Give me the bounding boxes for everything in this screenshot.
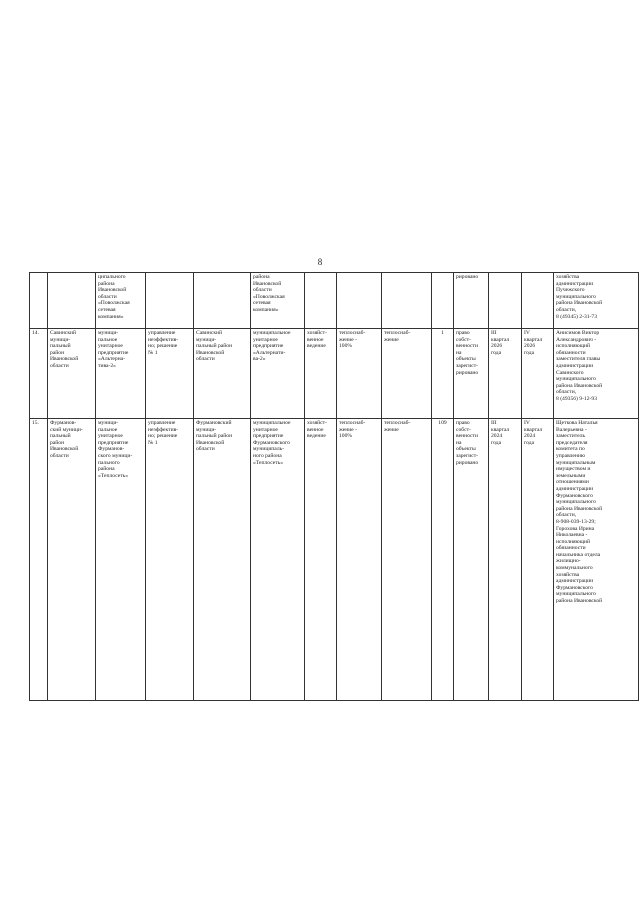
cell-location: Савинский муници- пальный район Ивановской области bbox=[194, 329, 251, 419]
cell-end bbox=[522, 273, 554, 329]
cell-owner-org: муници- пальное унитарное предприятие «Альтерна- тива-2» bbox=[96, 329, 146, 419]
cell-start: III квартал 2026 года bbox=[489, 329, 522, 419]
cell-right: право собст- венности на объекты зарегист- рировано bbox=[454, 329, 489, 419]
cell-owner-org: ципального района Ивановской области «Поволжская сетевая компания» bbox=[96, 273, 146, 329]
cell-contact: Анисимов Виктор Александрович - исполняющий обязанности заместителя главы администрации Савинского муниципального района Ивановской области, 8 (49356) 9-12-93 bbox=[554, 329, 639, 419]
cell-count bbox=[432, 273, 454, 329]
cell-num bbox=[30, 273, 48, 329]
table-row bbox=[30, 419, 639, 701]
cell-location: Фурмановский муници- пальный район Ивановской области bbox=[194, 419, 251, 701]
cell-fuel-type: теплоснаб- жение bbox=[382, 419, 432, 701]
table-row bbox=[30, 273, 639, 329]
cell-municipality bbox=[48, 273, 96, 329]
cell-fuel-type: теплоснаб- жение bbox=[382, 329, 432, 419]
cell-operator: муниципальное унитарное предприятие Фурмановского муниципаль- ного района «Теплосеть» bbox=[251, 419, 305, 701]
cell-supply-type bbox=[337, 273, 382, 329]
cell-owner-org: муници- пальное унитарное предприятие Фурманов- ского муници- пального района «Теплосеть» bbox=[96, 419, 146, 701]
cell-operator: района Ивановской области «Поволжская сетевая компания» bbox=[251, 273, 305, 329]
page-number: 8 bbox=[317, 257, 323, 267]
cell-supply-type: теплоснаб- жение - 100% bbox=[337, 419, 382, 701]
cell-reason: управление неэффектив- но; решение № 1 bbox=[146, 329, 194, 419]
cell-right: рировано bbox=[454, 273, 489, 329]
cell-municipality: Савинский муници- пальный район Ивановской области bbox=[48, 329, 96, 419]
data-table bbox=[29, 272, 639, 701]
cell-activity: хозяйст- венное ведение bbox=[305, 419, 337, 701]
cell-num: 15. bbox=[30, 419, 48, 701]
cell-num: 14. bbox=[30, 329, 48, 419]
cell-start bbox=[489, 273, 522, 329]
table-row bbox=[30, 329, 639, 419]
cell-reason: управление неэффектив- но; решение № 1 bbox=[146, 419, 194, 701]
cell-reason bbox=[146, 273, 194, 329]
cell-fuel-type bbox=[382, 273, 432, 329]
cell-count: 109 bbox=[432, 419, 454, 701]
cell-end: IV квартал 2026 года bbox=[522, 329, 554, 419]
cell-supply-type: теплоснаб- жение - 100% bbox=[337, 329, 382, 419]
cell-location bbox=[194, 273, 251, 329]
cell-end: IV квартал 2024 года bbox=[522, 419, 554, 701]
cell-activity bbox=[305, 273, 337, 329]
cell-count: 1 bbox=[432, 329, 454, 419]
cell-right: право собст- венности на объекты зарегист- рировано bbox=[454, 419, 489, 701]
cell-activity: хозяйст- венное ведение bbox=[305, 329, 337, 419]
cell-start: III квартал 2024 года bbox=[489, 419, 522, 701]
cell-contact: хозяйства администрации Пучежского муниципального района Ивановской области, 8 (49345) 2-31-73 bbox=[554, 273, 639, 329]
cell-contact: Щеткова Наталья Валерьевна - заместитель председателя комитета по управлению муниципальным имуществом и земельными отношениями администрации Фурмановского муниципального района Ивановской области, 8-908-039-13-29; Горохова Ирина Николаевна - исполняющий обязанности начальника отдела жилищно- коммунального хозяйства администрации Фурмановского муниципального района Ивановской bbox=[554, 419, 639, 701]
cell-operator: муниципальное унитарное предприятие «Альтернати- ва-2» bbox=[251, 329, 305, 419]
cell-municipality: Фурманов- ский муници- пальный район Ивановской области bbox=[48, 419, 96, 701]
